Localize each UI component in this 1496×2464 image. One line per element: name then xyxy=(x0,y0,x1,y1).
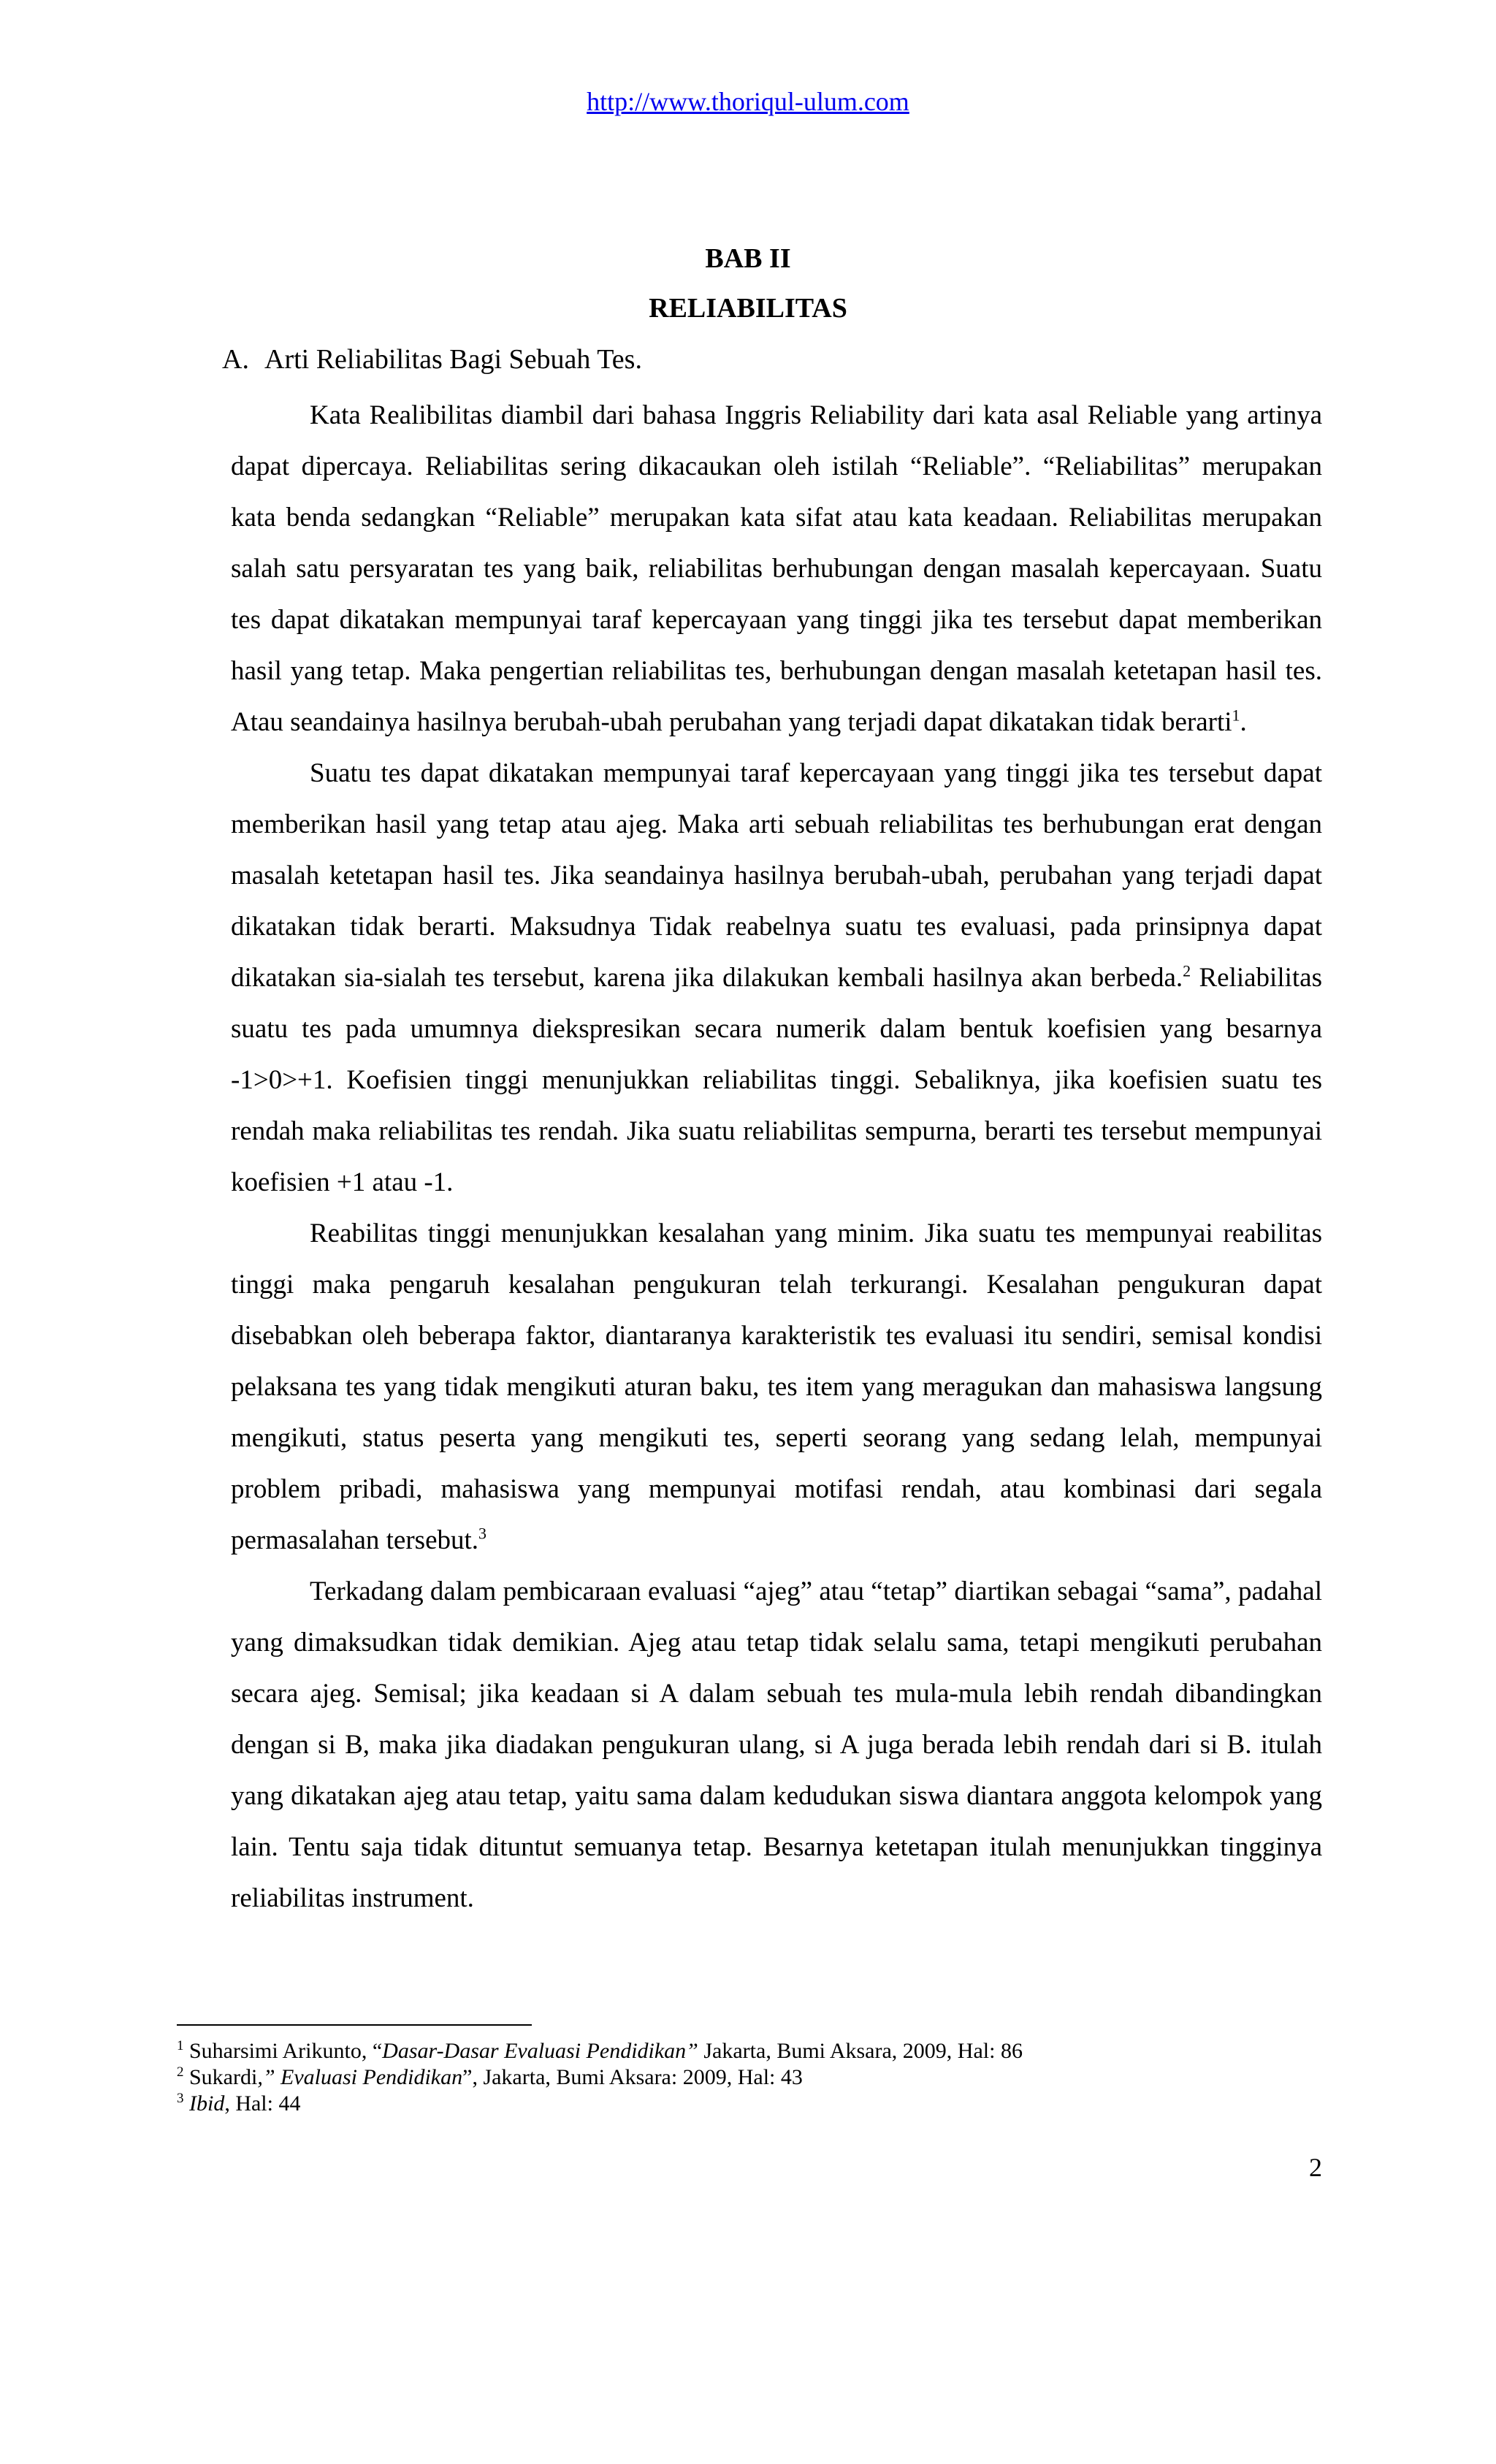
paragraph-text: Terkadang dalam pembicaraan evaluasi “ajeg” atau “tetap” diartikan sebagai “sama”, padahal yang dimaksudkan tidak demikian. Ajeg atau tetap tidak selalu sama, tetapi mengikuti perubahan secara ajeg. Semisal; jika keadaan si A dalam sebuah tes mula-mula lebih rendah dibandingkan dengan si B, maka jika diadakan pengukuran ulang, si A juga berada lebih rendah dari si B. itulah yang dikatakan ajeg atau tetap, yaitu sama dalam kedudukan siswa diantara anggota kelompok yang lain. Tentu saja tidak dituntut semuanya tetap. Besarnya ketetapan itulah menunjukkan tingginya reliabilitas instrument. xyxy=(231,1576,1322,1913)
paragraph-text: Kata Realibilitas diambil dari bahasa Inggris Reliability dari kata asal Reliable yang artinya dapat dipercaya. Reliabilitas sering dikacaukan oleh istilah “Reliable”. “Reliabilitas” merupakan kata benda sedangkan “Reliable” merupakan kata sifat atau kata keadaan. Reliabilitas merupakan salah satu persyaratan tes yang baik, reliabilitas berhubungan dengan masalah kepercayaan. Suatu tes dapat dikatakan mempunyai taraf kepercayaan yang tinggi jika tes tersebut dapat memberikan hasil yang tetap. Maka pengertian reliabilitas tes, berhubungan dengan masalah ketetapan hasil tes. Atau seandainya hasilnya berubah-ubah perubahan yang terjadi dapat dikatakan tidak berarti xyxy=(231,400,1322,737)
footnote-source: , Hal: 44 xyxy=(224,2091,301,2116)
section-title: Arti Reliabilitas Bagi Sebuah Tes. xyxy=(264,344,642,375)
footnote-ref[interactable]: 2 xyxy=(1183,961,1191,980)
footnote-text: Sukardi xyxy=(189,2065,258,2089)
footnote-number: 3 xyxy=(177,2091,184,2106)
footnote-text: Suharsimi Arikunto, “ xyxy=(189,2039,383,2063)
footnote-3 xyxy=(177,2091,1346,2117)
footnote-number: 1 xyxy=(177,2038,184,2053)
footnote-1 xyxy=(177,2038,1346,2064)
paragraph-text: Suatu tes dapat dikatakan mempunyai taraf kepercayaan yang tinggi jika tes tersebut dapat memberikan hasil yang tetap atau ajeg. Maka arti sebuah reliabilitas tes berhubungan erat dengan masalah ketetapan hasil tes. Jika seandainya hasilnya berubah-ubah, perubahan yang terjadi dapat dikatakan tidak berarti. Maksudnya Tidak reabelnya suatu tes evaluasi, pada prinsipnya dapat dikatakan sia-sialah tes tersebut, karena jika dilakukan kembali hasilnya akan berbeda. xyxy=(231,758,1322,993)
footnote-source: Jakarta, Bumi Aksara, 2009, Hal: 86 xyxy=(698,2039,1023,2063)
footnote-ref[interactable]: 1 xyxy=(1232,706,1240,725)
footnote-ref[interactable]: 3 xyxy=(478,1524,487,1543)
footnote-number: 2 xyxy=(177,2064,184,2080)
section-letter: A. xyxy=(222,344,249,375)
paragraph-4 xyxy=(231,1566,1322,1924)
chapter-number: BAB II xyxy=(705,243,791,274)
body-text xyxy=(231,390,1322,1924)
paragraph-1 xyxy=(231,390,1322,748)
footnote-source: ”, Jakarta, Bumi Aksara: 2009, Hal: 43 xyxy=(462,2065,803,2089)
section-heading xyxy=(222,343,642,375)
paragraph-2 xyxy=(231,748,1322,1208)
footnotes xyxy=(177,2038,1346,2117)
footnote-separator xyxy=(177,2024,532,2026)
footnote-2 xyxy=(177,2064,1346,2091)
paragraph-3 xyxy=(231,1208,1322,1566)
footnote-title: Ibid xyxy=(189,2091,225,2116)
page-number: 2 xyxy=(1309,2153,1322,2182)
footnote-title: ,” Evaluasi Pendidikan xyxy=(257,2065,463,2089)
paragraph-tail: . xyxy=(1240,707,1247,737)
paragraph-text: Reabilitas tinggi menunjukkan kesalahan yang minim. Jika suatu tes mempunyai reabilitas tinggi maka pengaruh kesalahan pengukuran telah terkurangi. Kesalahan pengukuran dapat disebabkan oleh beberapa faktor, diantaranya karakteristik tes evaluasi itu sendiri, semisal kondisi pelaksana tes yang tidak mengikuti aturan baku, tes item yang meragukan dan mahasiswa langsung mengikuti, status peserta yang mengikuti tes, seperti seorang yang sedang lelah, mempunyai problem pribadi, mahasiswa yang mempunyai motifasi rendah, atau kombinasi dari segala permasalahan tersebut. xyxy=(231,1218,1322,1555)
paragraph-tail: Reliabilitas suatu tes pada umumnya diekspresikan secara numerik dalam bentuk koefisien yang besarnya -1>0>+1. Koefisien tinggi menunjukkan reliabilitas tinggi. Sebaliknya, jika koefisien suatu tes rendah maka reliabilitas tes rendah. Jika suatu reliabilitas sempurna, berarti tes tersebut mempunyai koefisien +1 atau -1. xyxy=(231,963,1322,1197)
footnote-title: Dasar-Dasar Evaluasi Pendidikan” xyxy=(382,2039,698,2063)
chapter-title: RELIABILITAS xyxy=(649,293,847,324)
header-url-link[interactable]: http://www.thoriqul-ulum.com xyxy=(587,87,909,116)
